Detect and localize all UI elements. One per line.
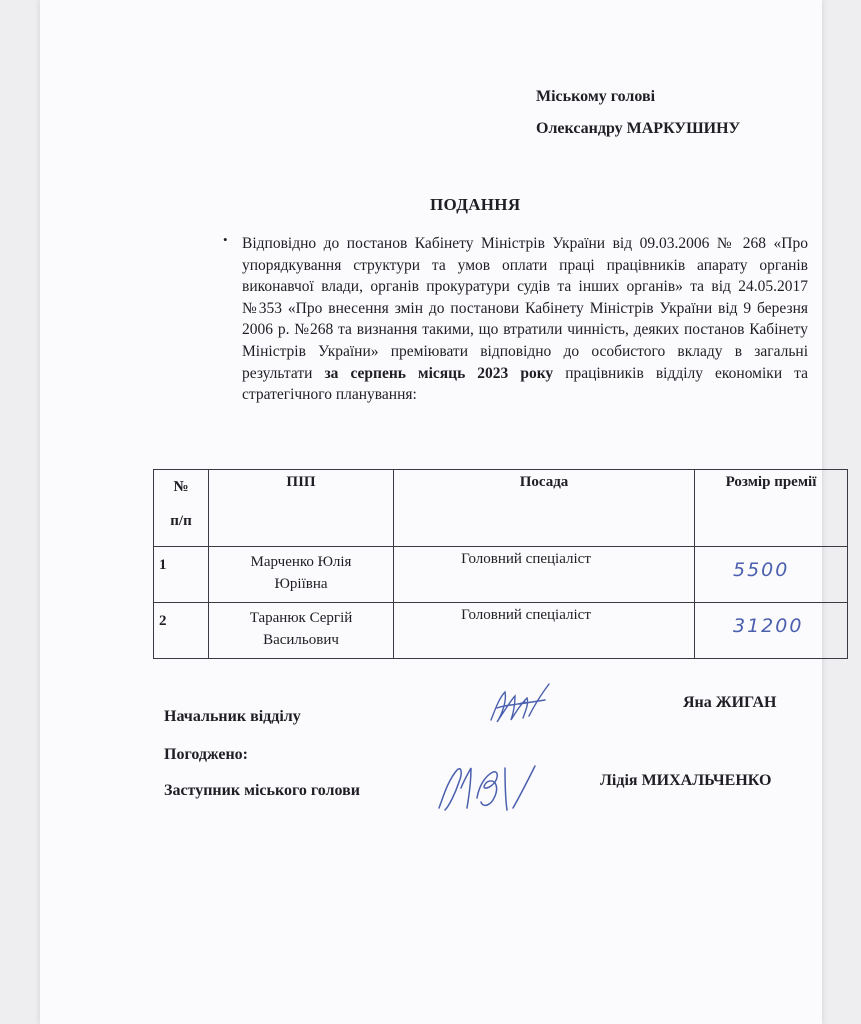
row-num: 1 <box>154 547 209 603</box>
row-surname-name: Таранюк Сергій <box>249 610 353 626</box>
deputy-mayor-name: Лідія МИХАЛЬЧЕНКО <box>600 772 772 789</box>
handwritten-bonus: 5500 <box>733 559 790 581</box>
main-paragraph <box>242 233 808 406</box>
addressee-name: Олександру МАРКУШИНУ <box>536 120 741 137</box>
header-num-abbr: п/п <box>170 513 192 529</box>
row-patronymic: Васильович <box>263 632 339 648</box>
header-name: ПІП <box>209 470 394 547</box>
row-surname-name: Марченко Юлія <box>250 554 352 570</box>
paragraph-text-2: працівників відділу економіки та стратегічного планування: <box>242 364 808 404</box>
row-name <box>209 603 394 659</box>
agreed-label: Погоджено: <box>164 746 248 763</box>
head-of-department-label: Начальник відділу <box>164 708 301 725</box>
row-bonus <box>695 603 848 659</box>
bonus-table <box>153 469 848 659</box>
header-bonus: Розмір премії <box>695 470 848 547</box>
document-title: ПОДАННЯ <box>430 195 521 214</box>
deputy-mayor-label: Заступник міського голови <box>164 782 360 799</box>
table-header-row <box>154 470 848 547</box>
table-row <box>154 603 848 659</box>
header-position: Посада <box>394 470 695 547</box>
row-patronymic: Юріївна <box>274 576 328 592</box>
addressee-title: Міському голові <box>536 88 656 105</box>
row-position: Головний спеціаліст <box>394 603 695 659</box>
handwritten-bonus: 31200 <box>733 615 804 637</box>
row-position: Головний спеціаліст <box>394 547 695 603</box>
document-page <box>40 0 822 1024</box>
paragraph-text-1: Відповідно до постанов Кабінету Міністрів України від 09.03.2006 № 268 «Про упорядкування структури та умов оплати праці працівників апарату органів виконавчої влади, органів прокуратури судів та інших органів» та від 24.05.2017 №353 «Про внесення змін до постанови Кабінету Міністрів України від 9 березня 2006 р. №268 та визнання такими, що втратили чинність, деяких постанов Кабінету Міністрів України» преміювати відповідно до особистого вкладу в загальні результати <box>242 235 808 382</box>
deputy-signature <box>435 758 545 818</box>
header-num <box>154 470 209 547</box>
header-num-symbol: № <box>173 479 189 495</box>
head-signature <box>485 680 565 730</box>
bullet-icon: • <box>223 232 228 247</box>
row-name <box>209 547 394 603</box>
head-of-department-name: Яна ЖИГАН <box>683 694 777 711</box>
paragraph-period: за серпень місяць 2023 року <box>324 364 554 382</box>
row-num: 2 <box>154 603 209 659</box>
row-bonus <box>695 547 848 603</box>
table-row <box>154 547 848 603</box>
